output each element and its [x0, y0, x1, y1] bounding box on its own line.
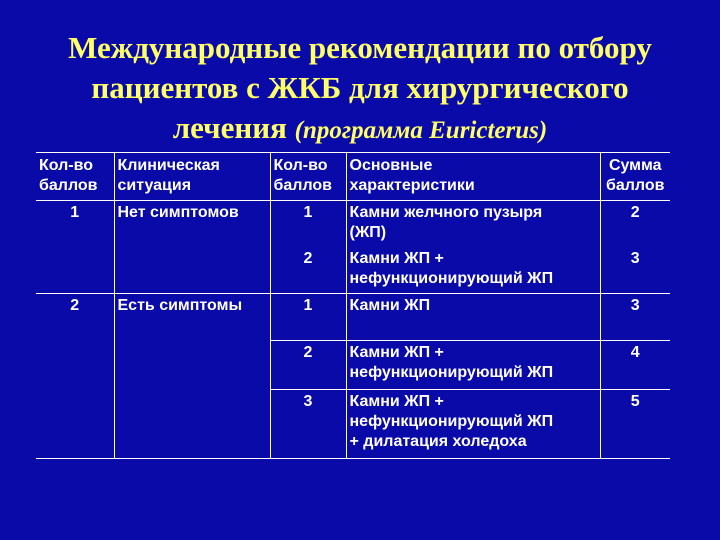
- title-line-3-main: лечения: [172, 110, 287, 145]
- cell-characteristics: Камни ЖП + нефункционирующий ЖП: [346, 247, 600, 294]
- title-subtitle: (программа Euricterus): [294, 117, 548, 144]
- header-total: Сумма баллов: [600, 153, 670, 201]
- table-header-row: [36, 153, 670, 201]
- cell-points-1: [36, 390, 114, 459]
- cell-points-2: 2: [270, 247, 346, 294]
- cell-situation: [114, 247, 270, 294]
- cell-points-1: 2: [70, 297, 80, 314]
- cell-total: 2: [600, 201, 670, 248]
- slide-title: [0, 28, 720, 151]
- cell-total: 4: [600, 341, 670, 390]
- table-row: [36, 247, 670, 294]
- cell-points-1: 1: [70, 204, 80, 221]
- cell-total: 3: [600, 294, 670, 341]
- cell-characteristics: Камни желчного пузыря (ЖП): [346, 201, 600, 248]
- cell-situation: [114, 390, 270, 459]
- cell-points-1: [36, 341, 114, 390]
- cell-points-2: 1: [270, 294, 346, 341]
- table-row: [36, 201, 670, 248]
- title-line-2: пациентов с ЖКБ для хирургического: [91, 70, 629, 105]
- header-characteristics: Основные характеристики: [346, 153, 600, 201]
- table-row: [36, 341, 670, 390]
- cell-characteristics: Камни ЖП + нефункционирующий ЖП + дилатация холедоха: [346, 390, 600, 459]
- table-row: [36, 390, 670, 459]
- cell-characteristics: Камни ЖП: [346, 294, 600, 341]
- header-clinical-situation: Клиническая ситуация: [114, 153, 270, 201]
- header-points-2: Кол-во баллов: [270, 153, 346, 201]
- cell-total: 3: [600, 247, 670, 294]
- header-points-1: Кол-во баллов: [36, 153, 114, 201]
- cell-situation: Есть симптомы: [114, 294, 270, 341]
- table-row: [36, 294, 670, 341]
- cell-situation: Нет симптомов: [114, 201, 270, 248]
- criteria-table: [36, 152, 670, 459]
- cell-situation: [114, 341, 270, 390]
- cell-points-2: 3: [270, 390, 346, 459]
- cell-points-1: [36, 247, 114, 294]
- cell-points-2: 2: [270, 341, 346, 390]
- cell-characteristics: Камни ЖП + нефункционирующий ЖП: [346, 341, 600, 390]
- cell-total: 5: [600, 390, 670, 459]
- cell-points-2: 1: [270, 201, 346, 248]
- title-line-1: Международные рекомендации по отбору: [68, 30, 652, 65]
- title-line-3: [0, 108, 720, 151]
